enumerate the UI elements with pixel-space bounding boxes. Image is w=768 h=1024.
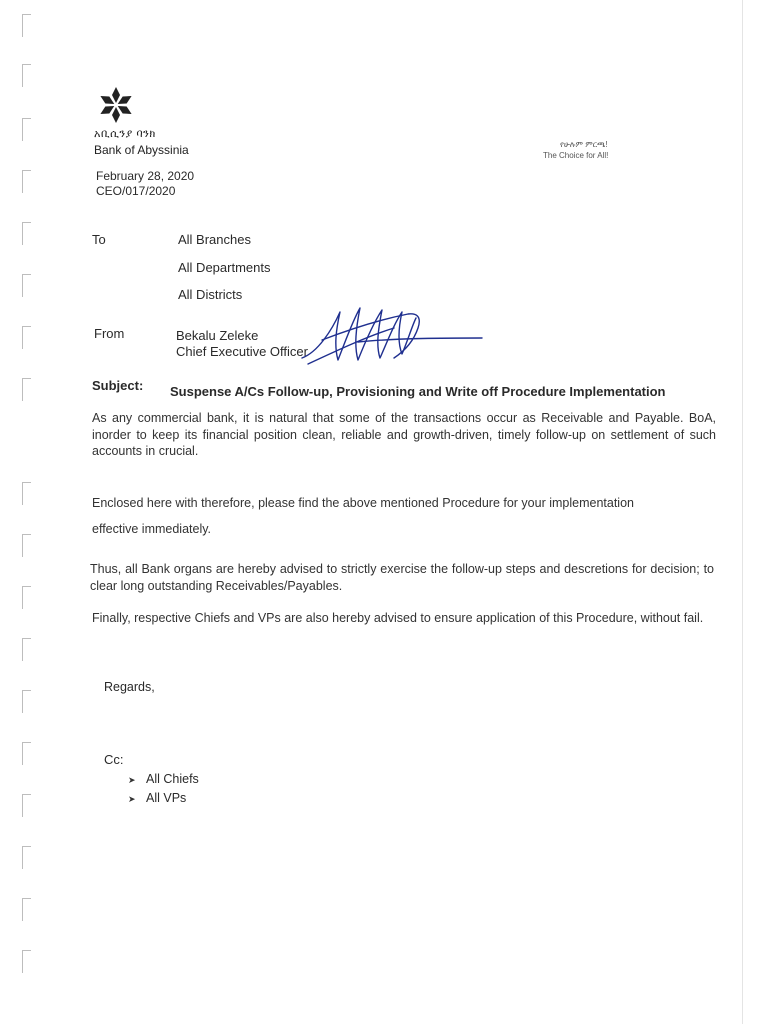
binder-mark [22,742,31,765]
binder-mark [22,898,31,921]
binder-mark [22,378,31,401]
cc-label: Cc: [104,752,124,767]
body-paragraph: Finally, respective Chiefs and VPs are also hereby advised to ensure application of this Procedure, without fail. [92,611,704,625]
recipient-item: All Districts [178,287,243,302]
sender-name: Bekalu Zeleke [176,328,259,343]
cc-list-item [128,772,199,786]
bank-name-amharic: አቢሲንያ ባንክ [94,128,156,140]
arrow-bullet-icon: ➤ [128,775,136,785]
binder-mark [22,64,31,87]
recipient-item: All Branches [178,232,251,247]
body-paragraph: As any commercial bank, it is natural that some of the transactions occur as Receivable and Payable. BoA, inorder to keep its financial position clean, reliable and growth-driven, timely follow-up on settlement of such accounts in crucial. [92,411,716,458]
letter-date: February 28, 2020 [96,169,195,183]
from-label: From [94,326,125,341]
subject-text: Suspense A/Cs Follow-up, Provisioning and Write off Procedure Implementation [170,384,666,399]
cc-item-label: All Chiefs [146,772,199,786]
binder-mark [22,794,31,817]
signature-icon [298,300,488,370]
binder-mark [22,950,31,973]
cc-item-label: All VPs [146,791,187,805]
binder-mark [22,222,31,245]
regards-text: Regards, [104,680,155,694]
binder-mark [22,326,31,349]
binder-mark [22,118,31,141]
bank-logo-icon [94,86,138,124]
body-paragraph: Thus, all Bank organs are hereby advised to strictly exercise the follow-up steps and descretions for decision; to clear long outstanding Receivables/Payables. [90,562,714,593]
bank-name: Bank of Abyssinia [94,143,189,157]
binder-mark [22,482,31,505]
binder-mark [22,846,31,869]
binder-mark [22,586,31,609]
binder-mark [22,170,31,193]
to-label: To [92,232,106,247]
tagline-amharic: የሁሉም ምርጫ! [560,140,608,149]
binder-mark [22,14,31,37]
scan-edge-line [742,0,743,1024]
arrow-bullet-icon: ➤ [128,794,136,804]
subject-label: Subject: [92,378,144,393]
binder-mark [22,638,31,661]
sender-title: Chief Executive Officer [176,344,308,359]
binder-mark [22,274,31,297]
reference-number: CEO/017/2020 [96,184,176,198]
body-paragraph: Enclosed here with therefore, please find the above mentioned Procedure for your implementation effective immediately. [92,496,634,536]
binder-mark [22,534,31,557]
cc-list-item [128,791,186,805]
binder-mark [22,690,31,713]
tagline: The Choice for All! [543,151,609,160]
recipient-item: All Departments [178,260,271,275]
